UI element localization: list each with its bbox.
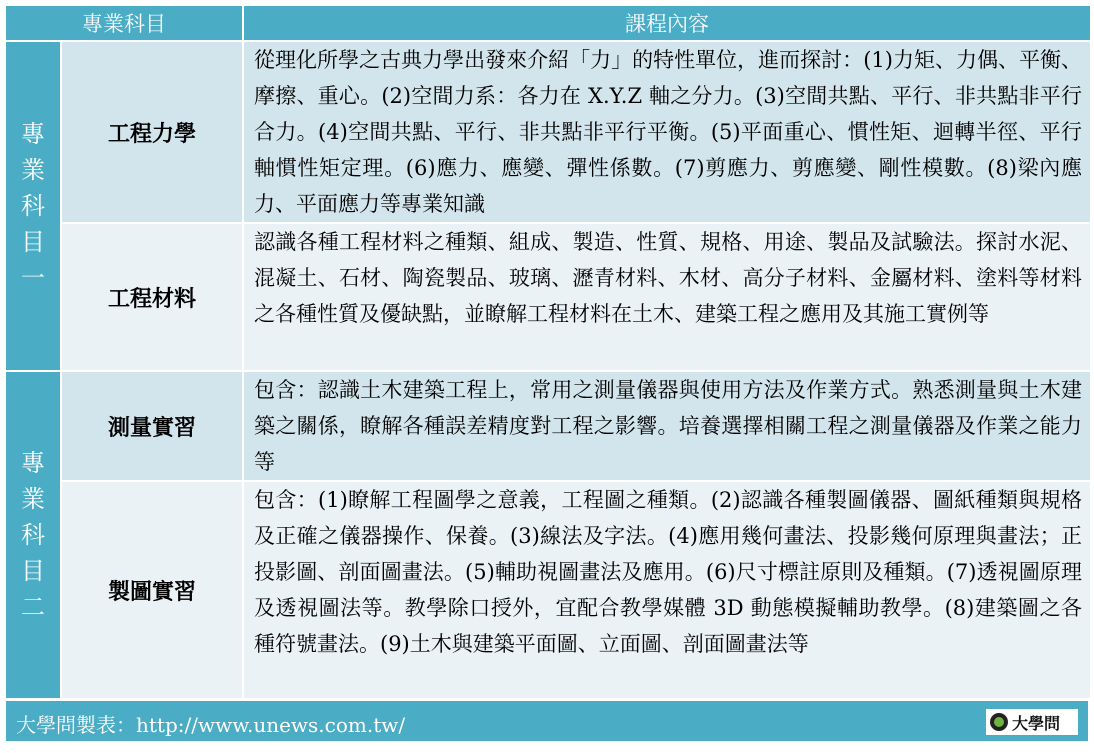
content-engineering-mechanics: 從理化所學之古典力學出發來介紹「力」的特性單位，進而探討：(1)力矩、力偶、平衡、摩擦、重心。(2)空間力系：各力在 X.Y.Z 軸之分力。(3)空間共點、平行、非共點非平行合力。(4)空間共點、平行、非共點非平行平衡。(5)平面重心、慣性矩、迴轉半徑、平行軸慣性矩定理。(6)應力、應變、彈性係數。(7)剪應力、剪應變、剛性模數。(8)梁內應力、平面應力等專業知識 [244,42,1090,222]
course-table [4,4,1092,700]
subject-drafting-practice: 製圖實習 [62,482,242,698]
subject-engineering-materials: 工程材料 [62,224,242,370]
course-table-container [4,4,1090,749]
content-surveying-practice: 包含：認識土木建築工程上，常用之測量儀器與使用方法及作業方式。熟悉測量與土木建築之關係，瞭解各種誤差精度對工程之影響。培養選擇相關工程之測量儀器及作業之能力等 [244,372,1090,480]
subject-surveying-practice: 測量實習 [62,372,242,480]
group-label-2: 專業科目二 [6,372,60,698]
logo-mark-icon [990,713,1008,731]
subject-engineering-mechanics: 工程力學 [62,42,242,222]
footer-source: 大學問製表：http://www.unews.com.tw/ [16,713,406,737]
footer-bar [6,701,1088,741]
content-drafting-practice: 包含：(1)瞭解工程圖學之意義，工程圖之種類。(2)認識各種製圖儀器、圖紙種類與規格及正確之儀器操作、保養。(3)線法及字法。(4)應用幾何畫法、投影幾何原理與畫法；正投影圖、剖面圖畫法。(5)輔助視圖畫法及應用。(6)尺寸標註原則及種類。(7)透視圖原理及透視圖法等。教學除口授外，宜配合教學媒體 3D 動態模擬輔助教學。(8)建築圖之各種符號畫法。(9)土木與建築平面圖、立面圖、剖面圖畫法等 [244,482,1090,698]
unews-logo [986,709,1078,735]
header-subject: 專業科目 [6,6,242,40]
logo-text: 大學問 [1012,713,1061,733]
header-content: 課程內容 [244,6,1090,40]
group-label-1: 專業科目一 [6,42,60,370]
content-engineering-materials: 認識各種工程材料之種類、組成、製造、性質、規格、用途、製品及試驗法。探討水泥、混凝土、石材、陶瓷製品、玻璃、瀝青材料、木材、高分子材料、金屬材料、塗料等材料之各種性質及優缺點，並瞭解工程材料在土木、建築工程之應用及其施工實例等 [244,224,1090,370]
